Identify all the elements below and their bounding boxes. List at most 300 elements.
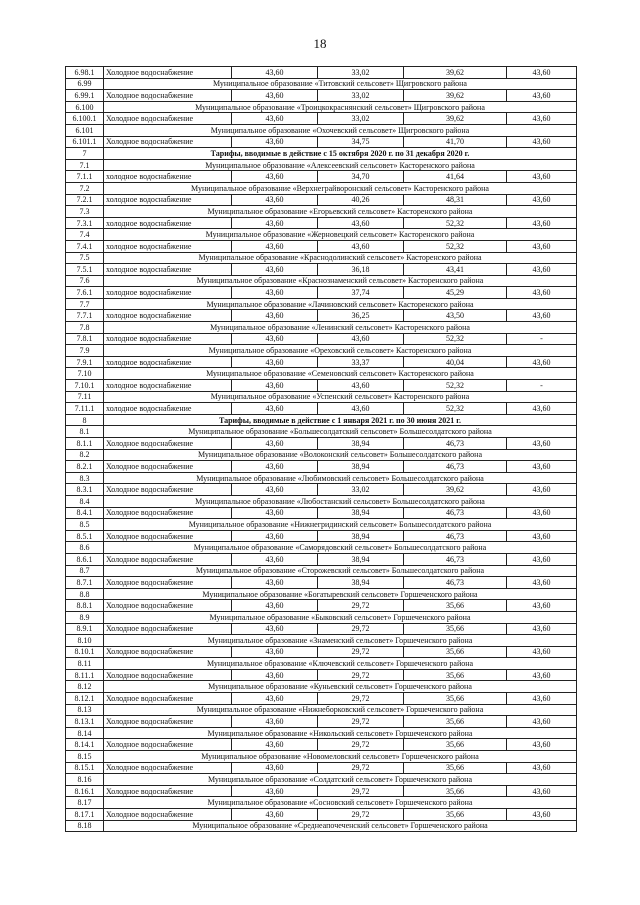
row-number: 8.1.1: [66, 438, 104, 450]
row-number: 7.2.1: [66, 194, 104, 206]
service-name: Холодное водоснабжение: [104, 600, 232, 612]
tariff-row: [66, 623, 577, 635]
row-number: 8.13.1: [66, 716, 104, 728]
row-number: 8.15.1: [66, 762, 104, 774]
row-number: 8.4.1: [66, 507, 104, 519]
municipality-row: [66, 751, 577, 763]
municipality-name: Муниципальное образование «Охочевский сельсовет» Щигровского района: [104, 124, 577, 136]
municipality-row: [66, 426, 577, 438]
tariff-value: 43,60: [507, 785, 577, 797]
municipality-name: Муниципальное образование «Солдатский сельсовет» Горшеченского района: [104, 774, 577, 786]
row-number: 7.3.1: [66, 217, 104, 229]
tariff-value: 38,94: [318, 507, 404, 519]
tariff-value: 43,60: [507, 739, 577, 751]
row-number: 8.8.1: [66, 600, 104, 612]
tariff-value: 43,60: [232, 600, 318, 612]
tariff-value: 29,72: [318, 669, 404, 681]
municipality-row: [66, 727, 577, 739]
service-name: Холодное водоснабжение: [104, 577, 232, 589]
tariff-value: 35,66: [404, 600, 507, 612]
tariff-value: 43,60: [318, 403, 404, 415]
tariff-value: 43,60: [232, 194, 318, 206]
service-name: Холодное водоснабжение: [104, 553, 232, 565]
tariff-row: [66, 762, 577, 774]
service-name: Холодное водоснабжение: [104, 669, 232, 681]
row-number: 8.18: [66, 820, 104, 832]
tariff-value: 39,62: [404, 484, 507, 496]
tariff-value: 43,60: [507, 194, 577, 206]
tariff-value: 46,73: [404, 438, 507, 450]
tariff-value: 40,04: [404, 356, 507, 368]
tariff-value: 39,62: [404, 67, 507, 79]
tariff-value: 43,60: [507, 669, 577, 681]
tariff-value: 43,60: [507, 113, 577, 125]
tariff-value: 43,60: [507, 217, 577, 229]
tariff-value: 43,60: [232, 67, 318, 79]
municipality-row: [66, 774, 577, 786]
tariff-value: 35,66: [404, 762, 507, 774]
tariff-value: 43,60: [232, 762, 318, 774]
tariff-table-body: [66, 67, 577, 832]
tariff-value: 36,25: [318, 310, 404, 322]
tariff-value: 43,41: [404, 264, 507, 276]
tariff-value: 38,94: [318, 553, 404, 565]
tariff-value: 35,66: [404, 623, 507, 635]
tariff-row: [66, 438, 577, 450]
municipality-name: Муниципальное образование «Любимовский сельсовет» Большесолдатского района: [104, 472, 577, 484]
tariff-value: 43,60: [232, 264, 318, 276]
section-number: 7: [66, 148, 104, 160]
tariff-value: 43,60: [507, 403, 577, 415]
row-number: 7.4.1: [66, 240, 104, 252]
tariff-value: 29,72: [318, 785, 404, 797]
tariff-value: 29,72: [318, 693, 404, 705]
service-name: холодное водоснабжение: [104, 310, 232, 322]
row-number: 6.101.1: [66, 136, 104, 148]
tariff-value: 43,60: [232, 90, 318, 102]
row-number: 7.8: [66, 322, 104, 334]
tariff-value: 43,60: [232, 333, 318, 345]
tariff-row: [66, 646, 577, 658]
municipality-row: [66, 275, 577, 287]
tariff-value: 43,60: [507, 693, 577, 705]
tariff-row: [66, 240, 577, 252]
tariff-value: 41,64: [404, 171, 507, 183]
tariff-row: [66, 669, 577, 681]
tariff-value: 35,66: [404, 716, 507, 728]
row-number: 7.4: [66, 229, 104, 241]
service-name: холодное водоснабжение: [104, 356, 232, 368]
row-number: 8.11.1: [66, 669, 104, 681]
municipality-row: [66, 159, 577, 171]
tariff-value: 43,60: [232, 553, 318, 565]
tariff-row: [66, 194, 577, 206]
tariff-value: 43,60: [232, 136, 318, 148]
tariff-value: 43,60: [232, 484, 318, 496]
tariff-row: [66, 553, 577, 565]
tariff-value: 38,94: [318, 461, 404, 473]
tariff-row: [66, 716, 577, 728]
row-number: 8.16.1: [66, 785, 104, 797]
tariff-value: 43,60: [507, 438, 577, 450]
row-number: 6.100: [66, 101, 104, 113]
tariff-value: 43,60: [232, 507, 318, 519]
municipality-row: [66, 495, 577, 507]
tariff-value: 29,72: [318, 809, 404, 821]
municipality-name: Муниципальное образование «Ключевский сельсовет» Горшеченского района: [104, 658, 577, 670]
tariff-row: [66, 287, 577, 299]
tariff-value: 43,60: [232, 287, 318, 299]
tariff-value: 33,02: [318, 90, 404, 102]
tariff-value: 29,72: [318, 600, 404, 612]
tariff-value: 43,60: [507, 310, 577, 322]
municipality-name: Муниципальное образование «Никольский сельсовет» Горшеченского района: [104, 727, 577, 739]
service-name: холодное водоснабжение: [104, 264, 232, 276]
municipality-row: [66, 542, 577, 554]
tariff-row: [66, 403, 577, 415]
row-number: 8.5: [66, 519, 104, 531]
tariff-value: 43,60: [507, 809, 577, 821]
tariff-value: 43,60: [507, 171, 577, 183]
tariff-value: 52,32: [404, 380, 507, 392]
municipality-row: [66, 635, 577, 647]
tariff-row: [66, 739, 577, 751]
tariff-value: 43,60: [232, 809, 318, 821]
tariff-value: 45,29: [404, 287, 507, 299]
row-number: 8.7: [66, 565, 104, 577]
row-number: 8.11: [66, 658, 104, 670]
municipality-row: [66, 322, 577, 334]
row-number: 8.10: [66, 635, 104, 647]
tariff-value: 43,60: [507, 240, 577, 252]
tariff-value: 43,60: [507, 67, 577, 79]
municipality-name: Муниципальное образование «Краснознаменский сельсовет» Касторенского района: [104, 275, 577, 287]
tariff-value: 38,94: [318, 530, 404, 542]
tariff-value: 43,60: [507, 90, 577, 102]
service-name: Холодное водоснабжение: [104, 67, 232, 79]
tariff-value: 43,60: [232, 785, 318, 797]
municipality-name: Муниципальное образование «Саморядовский сельсовет» Большесолдатского района: [104, 542, 577, 554]
row-number: 8.13: [66, 704, 104, 716]
municipality-name: Муниципальное образование «Нижнеборковский сельсовет» Горшеченского района: [104, 704, 577, 716]
tariff-value: 34,75: [318, 136, 404, 148]
row-number: 8.6: [66, 542, 104, 554]
section-header-row: [66, 414, 577, 426]
municipality-row: [66, 206, 577, 218]
tariff-value: -: [507, 333, 577, 345]
service-name: холодное водоснабжение: [104, 217, 232, 229]
row-number: 7.7: [66, 298, 104, 310]
section-number: 8: [66, 414, 104, 426]
service-name: холодное водоснабжение: [104, 333, 232, 345]
tariff-value: 43,60: [232, 438, 318, 450]
row-number: 8.16: [66, 774, 104, 786]
service-name: Холодное водоснабжение: [104, 461, 232, 473]
row-number: 7.9: [66, 345, 104, 357]
tariff-value: 43,60: [232, 646, 318, 658]
tariff-value: -: [507, 380, 577, 392]
service-name: Холодное водоснабжение: [104, 623, 232, 635]
municipality-name: Муниципальное образование «Ленинский сельсовет» Касторенского района: [104, 322, 577, 334]
row-number: 8.7.1: [66, 577, 104, 589]
municipality-name: Муниципальное образование «Краснодолинский сельсовет» Касторенского района: [104, 252, 577, 264]
tariff-value: 43,60: [318, 217, 404, 229]
row-number: 8.9: [66, 611, 104, 623]
tariff-value: 43,60: [232, 693, 318, 705]
tariff-value: 52,32: [404, 217, 507, 229]
row-number: 7.2: [66, 182, 104, 194]
municipality-name: Муниципальное образование «Большесолдатский сельсовет» Большесолдатского района: [104, 426, 577, 438]
row-number: 8.3.1: [66, 484, 104, 496]
tariff-value: 43,60: [232, 113, 318, 125]
tariff-value: 43,60: [318, 333, 404, 345]
service-name: Холодное водоснабжение: [104, 530, 232, 542]
row-number: 7.1: [66, 159, 104, 171]
municipality-row: [66, 681, 577, 693]
tariff-value: 43,60: [232, 171, 318, 183]
service-name: Холодное водоснабжение: [104, 693, 232, 705]
tariff-row: [66, 507, 577, 519]
tariff-value: 52,32: [404, 333, 507, 345]
tariff-row: [66, 693, 577, 705]
tariff-value: 35,66: [404, 693, 507, 705]
tariff-value: 43,60: [318, 380, 404, 392]
municipality-row: [66, 588, 577, 600]
municipality-row: [66, 124, 577, 136]
tariff-value: 43,60: [507, 600, 577, 612]
tariff-value: 43,60: [507, 553, 577, 565]
service-name: Холодное водоснабжение: [104, 762, 232, 774]
tariff-value: 34,70: [318, 171, 404, 183]
tariff-value: 35,66: [404, 785, 507, 797]
service-name: холодное водоснабжение: [104, 194, 232, 206]
tariff-value: 52,32: [404, 240, 507, 252]
municipality-row: [66, 449, 577, 461]
tariff-value: 29,72: [318, 623, 404, 635]
municipality-name: Муниципальное образование «Верхнеграйворонский сельсовет» Касторенского района: [104, 182, 577, 194]
row-number: 6.100.1: [66, 113, 104, 125]
row-number: 8.12: [66, 681, 104, 693]
municipality-row: [66, 704, 577, 716]
tariff-value: 29,72: [318, 739, 404, 751]
tariff-value: 43,60: [232, 240, 318, 252]
row-number: 8.1: [66, 426, 104, 438]
municipality-row: [66, 519, 577, 531]
municipality-row: [66, 101, 577, 113]
service-name: Холодное водоснабжение: [104, 716, 232, 728]
municipality-name: Муниципальное образование «Быковский сельсовет» Горшеченского района: [104, 611, 577, 623]
row-number: 8.8: [66, 588, 104, 600]
tariff-value: 46,73: [404, 507, 507, 519]
municipality-row: [66, 611, 577, 623]
tariff-value: 43,60: [318, 240, 404, 252]
tariff-value: 52,32: [404, 403, 507, 415]
tariff-row: [66, 113, 577, 125]
tariff-value: 46,73: [404, 530, 507, 542]
service-name: Холодное водоснабжение: [104, 785, 232, 797]
service-name: Холодное водоснабжение: [104, 484, 232, 496]
tariff-value: 43,60: [507, 623, 577, 635]
service-name: холодное водоснабжение: [104, 287, 232, 299]
tariff-value: 33,37: [318, 356, 404, 368]
municipality-name: Муниципальное образование «Новомеловский сельсовет» Горшеченского района: [104, 751, 577, 763]
municipality-row: [66, 797, 577, 809]
row-number: 7.5.1: [66, 264, 104, 276]
service-name: Холодное водоснабжение: [104, 113, 232, 125]
municipality-row: [66, 472, 577, 484]
row-number: 8.5.1: [66, 530, 104, 542]
tariff-value: 29,72: [318, 646, 404, 658]
row-number: 8.2.1: [66, 461, 104, 473]
tariff-row: [66, 217, 577, 229]
row-number: 7.3: [66, 206, 104, 218]
tariff-row: [66, 67, 577, 79]
tariff-row: [66, 484, 577, 496]
municipality-row: [66, 820, 577, 832]
tariff-row: [66, 136, 577, 148]
row-number: 8.4: [66, 495, 104, 507]
row-number: 7.1.1: [66, 171, 104, 183]
row-number: 7.11.1: [66, 403, 104, 415]
tariff-row: [66, 461, 577, 473]
municipality-name: Муниципальное образование «Титовский сельсовет» Щигровского района: [104, 78, 577, 90]
service-name: холодное водоснабжение: [104, 380, 232, 392]
municipality-row: [66, 78, 577, 90]
tariff-row: [66, 380, 577, 392]
tariff-value: 39,62: [404, 90, 507, 102]
municipality-row: [66, 229, 577, 241]
tariff-value: 43,60: [507, 716, 577, 728]
tariff-row: [66, 310, 577, 322]
municipality-name: Муниципальное образование «Сторожевский сельсовет» Большесолдатского района: [104, 565, 577, 577]
service-name: Холодное водоснабжение: [104, 507, 232, 519]
tariff-value: 40,26: [318, 194, 404, 206]
tariff-value: 46,73: [404, 553, 507, 565]
section-header-row: [66, 148, 577, 160]
tariff-row: [66, 333, 577, 345]
tariff-value: 29,72: [318, 716, 404, 728]
tariff-row: [66, 90, 577, 102]
tariff-value: 35,66: [404, 646, 507, 658]
tariff-table: [65, 66, 577, 832]
row-number: 8.17: [66, 797, 104, 809]
municipality-row: [66, 391, 577, 403]
tariff-row: [66, 809, 577, 821]
tariff-value: 43,60: [232, 530, 318, 542]
row-number: 7.5: [66, 252, 104, 264]
row-number: 8.2: [66, 449, 104, 461]
tariff-value: 38,94: [318, 438, 404, 450]
tariff-value: 46,73: [404, 461, 507, 473]
row-number: 8.12.1: [66, 693, 104, 705]
row-number: 8.17.1: [66, 809, 104, 821]
row-number: 6.99.1: [66, 90, 104, 102]
tariff-value: 35,66: [404, 809, 507, 821]
tariff-value: 43,60: [507, 461, 577, 473]
municipality-name: Муниципальное образование «Жерновецкий сельсовет» Касторенского района: [104, 229, 577, 241]
tariff-value: 43,60: [507, 530, 577, 542]
tariff-value: 33,02: [318, 484, 404, 496]
tariff-value: 43,50: [404, 310, 507, 322]
tariff-row: [66, 530, 577, 542]
tariff-row: [66, 264, 577, 276]
municipality-name: Муниципальное образование «Лачиновский сельсовет» Касторенского района: [104, 298, 577, 310]
service-name: холодное водоснабжение: [104, 171, 232, 183]
municipality-name: Муниципальное образование «Нижнегридинский сельсовет» Большесолдатского района: [104, 519, 577, 531]
tariff-value: 41,70: [404, 136, 507, 148]
municipality-name: Муниципальное образование «Семеновский сельсовет» Касторенского района: [104, 368, 577, 380]
tariff-value: 43,60: [232, 461, 318, 473]
row-number: 7.8.1: [66, 333, 104, 345]
tariff-value: 33,02: [318, 113, 404, 125]
row-number: 7.10: [66, 368, 104, 380]
row-number: 8.14: [66, 727, 104, 739]
municipality-name: Муниципальное образование «Ореховский сельсовет» Касторенского района: [104, 345, 577, 357]
tariff-value: 43,60: [507, 136, 577, 148]
municipality-row: [66, 368, 577, 380]
service-name: холодное водоснабжение: [104, 240, 232, 252]
tariff-value: 43,60: [232, 739, 318, 751]
municipality-name: Муниципальное образование «Волоконский сельсовет» Большесолдатского района: [104, 449, 577, 461]
service-name: Холодное водоснабжение: [104, 136, 232, 148]
tariff-row: [66, 356, 577, 368]
tariff-value: 46,73: [404, 577, 507, 589]
row-number: 7.6: [66, 275, 104, 287]
tariff-value: 43,60: [507, 484, 577, 496]
tariff-value: 43,60: [232, 669, 318, 681]
tariff-row: [66, 600, 577, 612]
service-name: Холодное водоснабжение: [104, 739, 232, 751]
section-title: Тарифы, вводимые в действие с 15 октября 2020 г. по 31 декабря 2020 г.: [104, 148, 577, 160]
municipality-row: [66, 658, 577, 670]
tariff-value: 43,60: [507, 762, 577, 774]
tariff-value: 38,94: [318, 577, 404, 589]
row-number: 7.7.1: [66, 310, 104, 322]
page-number: 18: [313, 36, 327, 51]
municipality-row: [66, 182, 577, 194]
tariff-value: 43,60: [232, 310, 318, 322]
municipality-name: Муниципальное образование «Алексеевский сельсовет» Касторенского района: [104, 159, 577, 171]
municipality-row: [66, 298, 577, 310]
tariff-value: 43,60: [232, 380, 318, 392]
tariff-value: 35,66: [404, 739, 507, 751]
service-name: Холодное водоснабжение: [104, 809, 232, 821]
municipality-row: [66, 252, 577, 264]
tariff-value: 43,60: [232, 356, 318, 368]
tariff-value: 43,60: [232, 403, 318, 415]
municipality-row: [66, 565, 577, 577]
row-number: 6.99: [66, 78, 104, 90]
row-number: 8.3: [66, 472, 104, 484]
municipality-name: Муниципальное образование «Богатыревский сельсовет» Горшеченского района: [104, 588, 577, 600]
service-name: Холодное водоснабжение: [104, 438, 232, 450]
municipality-name: Муниципальное образование «Среднеапочеченский сельсовет» Горшеченского района: [104, 820, 577, 832]
tariff-row: [66, 785, 577, 797]
tariff-value: 43,60: [232, 217, 318, 229]
row-number: 8.6.1: [66, 553, 104, 565]
tariff-value: 29,72: [318, 762, 404, 774]
row-number: 7.11: [66, 391, 104, 403]
tariff-value: 48,31: [404, 194, 507, 206]
municipality-name: Муниципальное образование «Успенский сельсовет» Касторенского района: [104, 391, 577, 403]
row-number: 7.9.1: [66, 356, 104, 368]
municipality-row: [66, 345, 577, 357]
tariff-value: 43,60: [507, 264, 577, 276]
row-number: 6.98.1: [66, 67, 104, 79]
row-number: 6.101: [66, 124, 104, 136]
tariff-value: 43,60: [232, 716, 318, 728]
row-number: 8.14.1: [66, 739, 104, 751]
